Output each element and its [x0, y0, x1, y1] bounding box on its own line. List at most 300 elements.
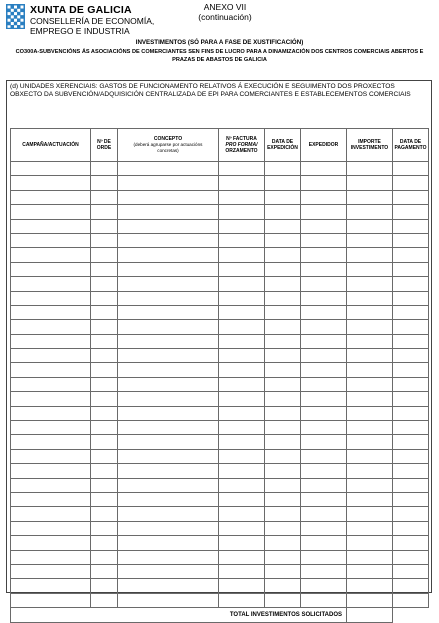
issue-date-cell[interactable]: [265, 334, 301, 348]
issue-date-cell[interactable]: [265, 219, 301, 233]
campaign-cell[interactable]: [11, 392, 91, 406]
issue-date-cell[interactable]: [265, 564, 301, 578]
payment-date-cell[interactable]: [393, 478, 429, 492]
campaign-cell[interactable]: [11, 550, 91, 564]
issue-date-cell[interactable]: [265, 190, 301, 204]
order-number-cell[interactable]: [91, 507, 118, 521]
invoice-cell[interactable]: [219, 464, 265, 478]
invoice-cell[interactable]: [219, 320, 265, 334]
concept-cell[interactable]: [118, 421, 219, 435]
header-amount: IMPORTE INVESTIMENTO: [347, 129, 393, 162]
table-row: [11, 478, 429, 492]
order-number-cell[interactable]: [91, 536, 118, 550]
table-row: [11, 507, 429, 521]
table-row: [11, 162, 429, 176]
campaign-cell[interactable]: [11, 176, 91, 190]
campaign-cell[interactable]: [11, 349, 91, 363]
concept-cell[interactable]: [118, 190, 219, 204]
invoice-cell[interactable]: [219, 392, 265, 406]
order-number-cell[interactable]: [91, 262, 118, 276]
concept-cell[interactable]: [118, 579, 219, 593]
invoice-cell[interactable]: [219, 421, 265, 435]
order-number-cell[interactable]: [91, 305, 118, 319]
invoice-cell[interactable]: [219, 377, 265, 391]
order-number-cell[interactable]: [91, 363, 118, 377]
campaign-cell[interactable]: [11, 305, 91, 319]
campaign-cell[interactable]: [11, 233, 91, 247]
department-line-1: CONSELLERÍA DE ECONOMÍA,: [30, 16, 155, 26]
invoice-cell[interactable]: [219, 162, 265, 176]
concept-cell[interactable]: [118, 334, 219, 348]
issuer-cell[interactable]: [301, 277, 347, 291]
payment-date-cell[interactable]: [393, 233, 429, 247]
issuer-cell[interactable]: [301, 176, 347, 190]
amount-cell[interactable]: [347, 176, 393, 190]
issuer-cell[interactable]: [301, 421, 347, 435]
payment-date-cell[interactable]: [393, 334, 429, 348]
amount-cell[interactable]: [347, 262, 393, 276]
amount-cell[interactable]: [347, 392, 393, 406]
order-number-cell[interactable]: [91, 492, 118, 506]
issue-date-cell[interactable]: [265, 449, 301, 463]
order-number-cell[interactable]: [91, 233, 118, 247]
amount-cell[interactable]: [347, 593, 393, 607]
issuer-cell[interactable]: [301, 305, 347, 319]
amount-cell[interactable]: [347, 190, 393, 204]
order-number-cell[interactable]: [91, 277, 118, 291]
issuer-cell[interactable]: [301, 291, 347, 305]
table-row: [11, 377, 429, 391]
table-row: [11, 176, 429, 190]
amount-cell[interactable]: [347, 377, 393, 391]
order-number-cell[interactable]: [91, 464, 118, 478]
concept-cell[interactable]: [118, 377, 219, 391]
campaign-cell[interactable]: [11, 363, 91, 377]
issuer-cell[interactable]: [301, 564, 347, 578]
organization-block: [30, 4, 154, 36]
subtitle-line-1: CO300A-SUBVENCIÓNS ÁS ASOCIACIÓNS DE COMERCIANTES SEN FINS DE LUCRO PARA A DINAMIZACIÓN DOS CENTROS COMERCIAIS ABERTOS E: [15, 49, 424, 55]
invoice-cell[interactable]: [219, 449, 265, 463]
payment-date-cell[interactable]: [393, 277, 429, 291]
issuer-cell[interactable]: [301, 464, 347, 478]
concept-cell[interactable]: [118, 219, 219, 233]
xunta-flag-logo: [6, 4, 25, 29]
invoice-cell[interactable]: [219, 277, 265, 291]
payment-date-cell[interactable]: [393, 564, 429, 578]
invoice-cell[interactable]: [219, 291, 265, 305]
issue-date-cell[interactable]: [265, 248, 301, 262]
concept-cell[interactable]: [118, 536, 219, 550]
amount-cell[interactable]: [347, 579, 393, 593]
issue-date-cell[interactable]: [265, 392, 301, 406]
issuer-cell[interactable]: [301, 248, 347, 262]
invoice-cell[interactable]: [219, 219, 265, 233]
payment-date-cell[interactable]: [393, 449, 429, 463]
amount-cell[interactable]: [347, 305, 393, 319]
campaign-cell[interactable]: [11, 507, 91, 521]
annex-label: [180, 2, 270, 22]
issuer-cell[interactable]: [301, 579, 347, 593]
issue-date-cell[interactable]: [265, 277, 301, 291]
order-number-cell[interactable]: [91, 162, 118, 176]
issue-date-cell[interactable]: [265, 233, 301, 247]
campaign-cell[interactable]: [11, 579, 91, 593]
header-concept: CONCEPTO (deberá agruparse por actuacións concretas): [118, 129, 219, 162]
campaign-cell[interactable]: [11, 536, 91, 550]
issuer-cell[interactable]: [301, 349, 347, 363]
order-number-cell[interactable]: [91, 320, 118, 334]
issue-date-cell[interactable]: [265, 377, 301, 391]
concept-cell[interactable]: [118, 492, 219, 506]
payment-date-cell[interactable]: [393, 406, 429, 420]
concept-cell[interactable]: [118, 564, 219, 578]
issue-date-cell[interactable]: [265, 536, 301, 550]
payment-date-cell[interactable]: [393, 305, 429, 319]
campaign-cell[interactable]: [11, 334, 91, 348]
amount-cell[interactable]: [347, 233, 393, 247]
issue-date-cell[interactable]: [265, 262, 301, 276]
issuer-cell[interactable]: [301, 492, 347, 506]
amount-cell[interactable]: [347, 205, 393, 219]
concept-cell[interactable]: [118, 363, 219, 377]
amount-cell[interactable]: [347, 291, 393, 305]
concept-cell[interactable]: [118, 205, 219, 219]
table-row: [11, 521, 429, 535]
concept-cell[interactable]: [118, 435, 219, 449]
table-row: [11, 406, 429, 420]
payment-date-cell[interactable]: [393, 435, 429, 449]
amount-cell[interactable]: [347, 406, 393, 420]
order-number-cell[interactable]: [91, 550, 118, 564]
campaign-cell[interactable]: [11, 291, 91, 305]
amount-cell[interactable]: [347, 478, 393, 492]
issue-date-cell[interactable]: [265, 593, 301, 607]
concept-cell[interactable]: [118, 406, 219, 420]
concept-cell[interactable]: [118, 262, 219, 276]
order-number-cell[interactable]: [91, 449, 118, 463]
order-number-cell[interactable]: [91, 176, 118, 190]
invoice-cell[interactable]: [219, 406, 265, 420]
payment-date-cell[interactable]: [393, 421, 429, 435]
order-number-cell[interactable]: [91, 579, 118, 593]
concept-cell[interactable]: [118, 291, 219, 305]
issue-date-cell[interactable]: [265, 162, 301, 176]
order-number-cell[interactable]: [91, 205, 118, 219]
table-row: [11, 219, 429, 233]
concept-cell[interactable]: [118, 248, 219, 262]
amount-cell[interactable]: [347, 421, 393, 435]
order-number-cell[interactable]: [91, 435, 118, 449]
issue-date-cell[interactable]: [265, 406, 301, 420]
concept-cell[interactable]: [118, 305, 219, 319]
concept-cell[interactable]: [118, 550, 219, 564]
payment-date-cell[interactable]: [393, 176, 429, 190]
campaign-cell[interactable]: [11, 492, 91, 506]
campaign-cell[interactable]: [11, 248, 91, 262]
order-number-cell[interactable]: [91, 248, 118, 262]
table-row: [11, 205, 429, 219]
campaign-cell[interactable]: [11, 564, 91, 578]
invoice-cell[interactable]: [219, 550, 265, 564]
amount-cell[interactable]: [347, 219, 393, 233]
amount-cell[interactable]: [347, 320, 393, 334]
issuer-cell[interactable]: [301, 363, 347, 377]
issue-date-cell[interactable]: [265, 363, 301, 377]
payment-date-cell[interactable]: [393, 536, 429, 550]
table-row: [11, 536, 429, 550]
subtitle-line-2: PRAZAS DE ABASTOS DE GALICIA: [172, 56, 267, 63]
amount-cell[interactable]: [347, 564, 393, 578]
issue-date-cell[interactable]: [265, 421, 301, 435]
order-number-cell[interactable]: [91, 478, 118, 492]
table-row: [11, 435, 429, 449]
table-header-row: [11, 129, 429, 162]
invoice-cell[interactable]: [219, 334, 265, 348]
issuer-cell[interactable]: [301, 205, 347, 219]
payment-date-cell[interactable]: [393, 349, 429, 363]
amount-cell[interactable]: [347, 349, 393, 363]
amount-cell[interactable]: [347, 435, 393, 449]
department-line-2: EMPREGO E INDUSTRIA: [30, 26, 130, 36]
concept-cell[interactable]: [118, 449, 219, 463]
issuer-cell[interactable]: [301, 162, 347, 176]
table-row: [11, 334, 429, 348]
issue-date-cell[interactable]: [265, 205, 301, 219]
issuer-cell[interactable]: [301, 521, 347, 535]
issuer-cell[interactable]: [301, 377, 347, 391]
issuer-cell[interactable]: [301, 233, 347, 247]
issue-date-cell[interactable]: [265, 349, 301, 363]
issuer-cell[interactable]: [301, 550, 347, 564]
payment-date-cell[interactable]: [393, 507, 429, 521]
invoice-cell[interactable]: [219, 248, 265, 262]
issuer-cell[interactable]: [301, 593, 347, 607]
concept-cell[interactable]: [118, 320, 219, 334]
payment-date-cell[interactable]: [393, 248, 429, 262]
campaign-cell[interactable]: [11, 521, 91, 535]
amount-cell[interactable]: [347, 536, 393, 550]
invoice-cell[interactable]: [219, 233, 265, 247]
issue-date-cell[interactable]: [265, 507, 301, 521]
payment-date-cell[interactable]: [393, 392, 429, 406]
amount-cell[interactable]: [347, 507, 393, 521]
invoice-cell[interactable]: [219, 478, 265, 492]
issue-date-cell[interactable]: [265, 521, 301, 535]
document-title: INVESTIMENTOS (SÓ PARA A FASE DE XUSTIFICACIÓN): [135, 39, 304, 46]
table-row: [11, 421, 429, 435]
investments-table: [10, 128, 429, 623]
section-heading: [10, 83, 430, 99]
campaign-cell[interactable]: [11, 478, 91, 492]
issuer-cell[interactable]: [301, 536, 347, 550]
amount-cell[interactable]: [347, 248, 393, 262]
order-number-cell[interactable]: [91, 349, 118, 363]
order-number-cell[interactable]: [91, 564, 118, 578]
invoice-cell[interactable]: [219, 363, 265, 377]
concept-cell[interactable]: [118, 392, 219, 406]
invoice-cell[interactable]: [219, 579, 265, 593]
campaign-cell[interactable]: [11, 406, 91, 420]
payment-date-cell[interactable]: [393, 550, 429, 564]
payment-date-cell[interactable]: [393, 320, 429, 334]
payment-date-cell[interactable]: [393, 492, 429, 506]
payment-date-cell[interactable]: [393, 464, 429, 478]
campaign-cell[interactable]: [11, 464, 91, 478]
amount-cell[interactable]: [347, 363, 393, 377]
payment-date-cell[interactable]: [393, 262, 429, 276]
issuer-cell[interactable]: [301, 478, 347, 492]
total-amount-cell[interactable]: [347, 608, 393, 622]
section-line-1: (d) UNIDADES XERENCIAIS: GASTOS DE FUNCIONAMENTO RELATIVOS Á EXECUCIÓN E SEGUIMENTO DOS PROXECTOS: [10, 83, 395, 90]
issue-date-cell[interactable]: [265, 464, 301, 478]
amount-cell[interactable]: [347, 550, 393, 564]
campaign-cell[interactable]: [11, 593, 91, 607]
payment-date-cell[interactable]: [393, 521, 429, 535]
payment-date-cell[interactable]: [393, 593, 429, 607]
order-number-cell[interactable]: [91, 392, 118, 406]
payment-date-cell[interactable]: [393, 579, 429, 593]
order-number-cell[interactable]: [91, 421, 118, 435]
campaign-cell[interactable]: [11, 277, 91, 291]
issue-date-cell[interactable]: [265, 435, 301, 449]
issue-date-cell[interactable]: [265, 305, 301, 319]
annex-title: ANEXO VII: [203, 2, 247, 12]
concept-cell[interactable]: [118, 277, 219, 291]
table-row: [11, 579, 429, 593]
campaign-cell[interactable]: [11, 377, 91, 391]
table-row: [11, 305, 429, 319]
payment-date-cell[interactable]: [393, 291, 429, 305]
table-row: [11, 593, 429, 607]
payment-date-cell[interactable]: [393, 219, 429, 233]
campaign-cell[interactable]: [11, 435, 91, 449]
organization-name: XUNTA DE GALICIA: [30, 4, 132, 16]
amount-cell[interactable]: [347, 277, 393, 291]
header-issue-date: DATA DE EXPEDICIÓN: [265, 129, 301, 162]
issue-date-cell[interactable]: [265, 291, 301, 305]
concept-cell[interactable]: [118, 349, 219, 363]
issue-date-cell[interactable]: [265, 550, 301, 564]
invoice-cell[interactable]: [219, 176, 265, 190]
concept-cell[interactable]: [118, 176, 219, 190]
concept-cell[interactable]: [118, 521, 219, 535]
amount-cell[interactable]: [347, 449, 393, 463]
table-row: [11, 262, 429, 276]
invoice-cell[interactable]: [219, 507, 265, 521]
order-number-cell[interactable]: [91, 219, 118, 233]
issuer-cell[interactable]: [301, 334, 347, 348]
concept-cell[interactable]: [118, 233, 219, 247]
table-row: [11, 392, 429, 406]
header-payment-date: DATA DE PAGAMENTO: [393, 129, 429, 162]
issuer-cell[interactable]: [301, 219, 347, 233]
amount-cell[interactable]: [347, 521, 393, 535]
payment-date-cell[interactable]: [393, 190, 429, 204]
campaign-cell[interactable]: [11, 219, 91, 233]
header-issuer: EXPEDIDOR: [301, 129, 347, 162]
payment-date-cell[interactable]: [393, 377, 429, 391]
invoice-cell[interactable]: [219, 190, 265, 204]
payment-date-cell[interactable]: [393, 162, 429, 176]
order-number-cell[interactable]: [91, 406, 118, 420]
campaign-cell[interactable]: [11, 449, 91, 463]
order-number-cell[interactable]: [91, 190, 118, 204]
invoice-cell[interactable]: [219, 564, 265, 578]
amount-cell[interactable]: [347, 162, 393, 176]
invoice-cell[interactable]: [219, 536, 265, 550]
concept-cell[interactable]: [118, 507, 219, 521]
table-row: [11, 449, 429, 463]
concept-cell[interactable]: [118, 464, 219, 478]
campaign-cell[interactable]: [11, 421, 91, 435]
campaign-cell[interactable]: [11, 320, 91, 334]
table-row: [11, 464, 429, 478]
payment-date-cell[interactable]: [393, 363, 429, 377]
order-number-cell[interactable]: [91, 521, 118, 535]
table-row: [11, 320, 429, 334]
concept-cell[interactable]: [118, 478, 219, 492]
section-line-2: OBXECTO DA SUBVENCIÓN/ADQUISICIÓN CENTRALIZADA DE EPI PARA COMERCIANTES E ESTABLECEMENTOS COMERCIAIS: [10, 91, 411, 98]
invoice-cell[interactable]: [219, 305, 265, 319]
header-order-number: Nº DE ORDE: [91, 129, 118, 162]
issue-date-cell[interactable]: [265, 579, 301, 593]
total-label: TOTAL INVESTIMENTOS SOLICITADOS: [11, 608, 347, 622]
issuer-cell[interactable]: [301, 435, 347, 449]
issue-date-cell[interactable]: [265, 176, 301, 190]
amount-cell[interactable]: [347, 464, 393, 478]
issue-date-cell[interactable]: [265, 492, 301, 506]
invoice-cell[interactable]: [219, 593, 265, 607]
issuer-cell[interactable]: [301, 320, 347, 334]
invoice-cell[interactable]: [219, 262, 265, 276]
invoice-cell[interactable]: [219, 349, 265, 363]
table-row: [11, 492, 429, 506]
invoice-cell[interactable]: [219, 492, 265, 506]
issue-date-cell[interactable]: [265, 320, 301, 334]
table-row: [11, 291, 429, 305]
payment-date-cell[interactable]: [393, 205, 429, 219]
amount-cell[interactable]: [347, 334, 393, 348]
invoice-cell[interactable]: [219, 205, 265, 219]
concept-cell[interactable]: [118, 593, 219, 607]
issuer-cell[interactable]: [301, 262, 347, 276]
issuer-cell[interactable]: [301, 406, 347, 420]
table-row: [11, 363, 429, 377]
issuer-cell[interactable]: [301, 392, 347, 406]
campaign-cell[interactable]: [11, 262, 91, 276]
issuer-cell[interactable]: [301, 190, 347, 204]
issue-date-cell[interactable]: [265, 478, 301, 492]
campaign-cell[interactable]: [11, 162, 91, 176]
issuer-cell[interactable]: [301, 507, 347, 521]
header-invoice: Nº FACTURA PRO FORMA/ ORZAMENTO: [219, 129, 265, 162]
campaign-cell[interactable]: [11, 205, 91, 219]
invoice-cell[interactable]: [219, 435, 265, 449]
table-row: [11, 248, 429, 262]
table-row: [11, 190, 429, 204]
table-row: [11, 564, 429, 578]
campaign-cell[interactable]: [11, 190, 91, 204]
order-number-cell[interactable]: [91, 377, 118, 391]
invoice-cell[interactable]: [219, 521, 265, 535]
issuer-cell[interactable]: [301, 449, 347, 463]
amount-cell[interactable]: [347, 492, 393, 506]
order-number-cell[interactable]: [91, 334, 118, 348]
order-number-cell[interactable]: [91, 593, 118, 607]
concept-cell[interactable]: [118, 162, 219, 176]
order-number-cell[interactable]: [91, 291, 118, 305]
table-row: [11, 349, 429, 363]
